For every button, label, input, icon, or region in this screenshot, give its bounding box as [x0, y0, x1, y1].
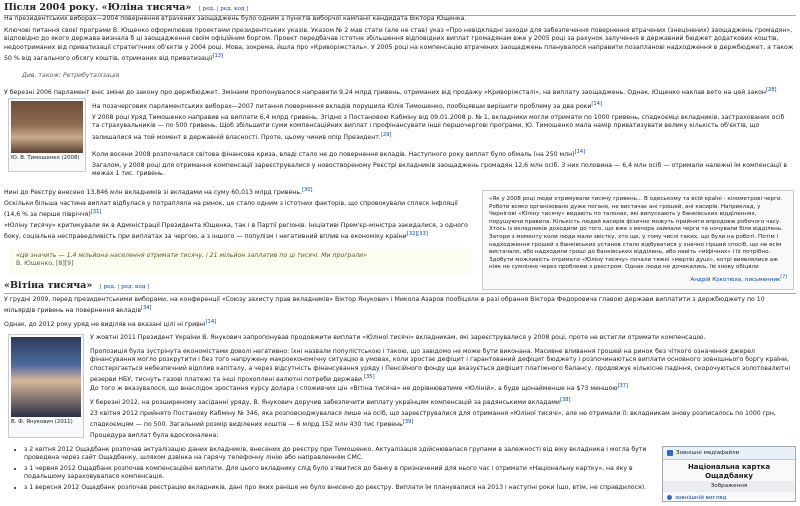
thumb-caption: Ю. В. Тимошенко (2008) — [11, 155, 80, 161]
thumb-yanukovych[interactable] — [8, 334, 84, 438]
reference-link[interactable]: [7] — [780, 275, 787, 280]
paragraph-6: Коли восени 2008 розпочалася світова фінансова криза, владі стало не до повернення вкладів. Наступного року виплат було обмаль (на 250 млн)[14] — [92, 149, 586, 159]
reference-link[interactable]: [32][33] — [406, 231, 428, 238]
list-item: • з 1 червня 2012 Ощадбанк розпочав компенсаційні виплати. Для цього вкладнику слід було з'явитися до банку в призначений для нього час і отримати «Національну картку», на яку в подальшому зараховувалася компенсація. — [24, 465, 664, 482]
pull-quote-text: «Це значить — 1,4 мільйона населення отримати тисячу, і 21 мільйон заплатив по ці тисячі. Ми програли» — [16, 252, 368, 259]
reference-link[interactable]: [30] — [301, 187, 313, 193]
paragraph-5: У 2008 році Уряд Тимошенко направив на виплати 6,4 млрд гривень. Згідно з Постановою Кабміну від 09.01.2008 р. № 1, вкладники могли отримати по 1000 гривень, спадкоємці вкладників, застрахованих осіб та страхувальників — по 500 гривень. Щоб збільшити суми компенсаційних виплат і профінансувати інші першочергові програми, Ю. Тимошенко мала намір приватизувати велику кількість об'єктів, що залишалися на той момент в державній власності. Проте, цьому чинив опір Президент.[29] — [92, 114, 785, 141]
reference-link[interactable]: [29] — [380, 131, 392, 138]
list-item: • з 2 квітня 2012 Ощадбанк розпочав актуалізацію даних вкладників, внесених до реєстру при Тимошенко. Актуалізація здійснювалася групами в залежності від віку вкладника і могла бути проведена через сайт Ощадбанку, шляхом дзвінка на гарячу телефонну лінію або направленням СМС. — [24, 446, 664, 463]
reference-link[interactable]: [14] — [591, 101, 602, 107]
edit-links: [ ред. | ред. код ] — [99, 284, 150, 290]
reference-link[interactable]: [38] — [559, 397, 571, 403]
reference-link[interactable]: [28] — [765, 87, 777, 93]
paragraph-3: У березні 2006 парламент вніс зміни до закону про держбюджет. Змінами пропонувалося направити 9,24 млрд гривень, отриманих від продажу «Криворіжсталі», на виплату заощаджень. Однак, Ющенко наклав вето на цей закон[28] — [4, 87, 777, 97]
paragraph-11: У грудні 2009, перед президентськими виборами, на конференції «Союзу захисту прав вкладників» Віктор Янукович і Микола Азаров пообіцяли в разі обрання Віктора Федоровича главою держави виплатити з держбюджету по 10 мільярдів гривень на повернення вкладів[34] — [4, 296, 765, 315]
thumb-caption: В. Ф. Янукович (2011) — [11, 419, 73, 425]
section-heading-yulina — [4, 2, 796, 16]
external-media-subtitle: Зображення — [663, 481, 795, 491]
paragraph-15: До того ж вказувалося, що внаслідок зростання курсу долара і споживчих цін «Вітіна тисяча» не дорівнюватиме «Юліній», а буде щонайменше на $73 меншою[37] — [90, 383, 629, 393]
thumb-tymoshenko[interactable] — [8, 98, 86, 172]
quote-box-source: Андрій Кокотюха, письменник[7] — [690, 275, 787, 283]
paragraph-12: Однак, до 2012 року уряд не виділяв на вказані цілі ні гривні[14] — [4, 319, 217, 329]
yanukovych-photo[interactable] — [11, 337, 81, 417]
paragraph-8: Нині до Реєстру внесено 13,846 млн вкладників зі вкладами на суму 60,013 млрд гривень.[30] — [4, 187, 313, 197]
edit-source-link[interactable]: ред. код — [121, 284, 146, 290]
reference-link[interactable]: [39] — [402, 419, 414, 426]
section-heading-text: Після 2004 року. «Юліна тисяча» — [4, 2, 192, 13]
paragraph-2: Ключові питання своєї програми В. Ющенко оформлював проектами президентських указів. Указом № 2 мав стати (але не став) указ «Про невідкладні заходи для забезпечення повернення втрачених (знецінених) заощаджень громадян», відповідно до якого держава визнала б ці заощадження своїм офіційним боргом. Проект передбачав істотне збільшення відповідних виплат громадянам вже у 2005 році за рахунок залучення в державний бюджет додаткових коштів, недоотриманих від приватизації стратегічних об'єктів у 2004 році. Мова, зокрема, йшла про «Криворіжсталь». У 2005 році на компенсацію втрачених заощаджень планувалося направити позапланові надходження в держбюджет, а також 50 % від загального обсягу коштів, отриманих від приватизації[13] — [4, 27, 794, 63]
media-icon — [667, 450, 673, 456]
external-media-card — [662, 446, 796, 502]
quote-box-text: «Як у 2008 році люди отримували тисячу гривень... В одеському та всій країні - кілометрові черги. Роботи всяко організовано дуже погано, не вистачає ані грошей, ані касирів. Наприклад, у Чернігові «Юліну тисячу» видають по талонах, які випускають у банківських відділеннях, порушуючи правила. Кількість людей касирів фізично можуть прийняти впродовж робочого часу. Хтось із вкладників доходили до того, що вже з вечора займали черги та ночували біля відділень. Затори з моменту коли люди мали звістку, хто ще, у тому числі таких, що були на роботі. Потім і надходження грошей з банківських установ стало відбуватися у значно гірший спосіб, що не всім вистачало, або надходили гроші до банківських відділень, або навіть «міфічних» і їх потрібно. Здобути можливість отримати «Юліну тисячу» почали тяжкі «мертві душі», котрі виявлялися аж ніяк не сумлінно через проблеми з реєстром. Однак люди не дочекались, їм знову обіцяли — [489, 196, 783, 271]
paragraph-16: У березні 2012, на розширеному засіданні уряду, В. Янукович доручив забезпечити виплату українцям компенсацій за радянськими вкладами[38] — [90, 397, 571, 407]
section-heading-vitina — [4, 280, 796, 294]
image-icon — [667, 495, 672, 500]
paragraph-1: На президентських виборах—2004 повернення втрачених заощаджень було одним з пунктів виборчої кампанії кандидата Віктора Ющенка. — [4, 15, 467, 22]
external-media-title: Національна картка Ощадбанку — [687, 463, 771, 480]
reference-link[interactable]: [35] — [364, 374, 375, 381]
section-heading-text: «Вітіна тисяча» — [4, 280, 93, 291]
paragraph-17: 23 квітня 2012 прийнято Постанову Кабміну № 346, яка розповсюджувалася лише на осіб, що зареєструвалися для отримання «Юліної тисячі», але не отримали її: вкладникам знову розписалось по 1000 грн, спадкоємцям — по 500. Загальний розмір виділених коштів — 6 млрд 152 млн 430 тис гривень[39] — [90, 410, 776, 429]
procedure-list — [14, 446, 664, 494]
edit-link[interactable]: ред. — [202, 6, 215, 12]
paragraph-7: Загалом, у 2008 році для отримання компенсації зареєструвалися у новоствореному Реєстрі вкладників заощаджень громадян 12,6 млн осіб. З них половина — 6,4 млн осіб — отримали належні їм компенсації в межах 1 тис. гривень. — [92, 162, 788, 178]
tymoshenko-photo[interactable] — [11, 101, 83, 153]
reference-link[interactable]: [34] — [140, 305, 152, 312]
see-also-note: Див. також: Ретрибуталізація — [22, 72, 120, 79]
quote-box — [482, 190, 794, 290]
paragraph-9: Оскільки більша частина виплат відбулася у потрапляла на ринок, це стало одним з істотних факторів, що спровокували сплеск інфляції (14,6 % за перше півріччя)[31] — [4, 200, 458, 219]
paragraph-13: У жовтні 2011 Президент України В. Янукович запропонував продовжити виплати «Юліної тисячі» вкладникам, які зареєструвалися у 2008 році, проте не встигли отримати компенсацію. — [90, 334, 706, 341]
paragraph-10: «Юліну тисячу» критикували як в Адміністрації Президента Ющенка, так і в Партії регіонів. Ініціативі Прем'єр-міністра закидалися, з одного боку, соціальна несправедливість при виплатах за чергою, а з іншого — популізм і негативний вплив на економіку країни[32][33] — [4, 222, 468, 241]
external-media-header: Зовнішні медіафайли — [663, 447, 795, 460]
reference-link[interactable]: [31] — [90, 209, 102, 216]
list-item: • з 1 вересня 2012 Ощадбанк розпочав реєстрацію вкладників, дані про яких раніше не було внесено до реєстру. Виплати їм планувалися на 2013 і наступні роки (що, втім, не справдилося). — [24, 484, 664, 492]
reference-link[interactable]: [13] — [212, 53, 224, 60]
edit-link[interactable]: ред. — [103, 284, 116, 290]
paragraph-18: Процедура виплат була вдосконалена: — [90, 432, 219, 439]
pull-quote — [10, 248, 472, 274]
reference-link[interactable]: [37] — [617, 383, 629, 389]
reference-link[interactable]: [14] — [205, 319, 217, 325]
paragraph-4: На позачергових парламентських виборах—2007 питання повернення вкладів порушила Юлія Тимошенко, пообіцявши вирішити проблему за два роки[14] — [92, 101, 602, 111]
external-media-row[interactable]: зовнішній вигляд — [663, 492, 795, 504]
reference-link[interactable]: [14] — [574, 149, 586, 155]
pull-quote-source: В. Ющенко, [8][9] — [16, 260, 74, 268]
edit-links: [ ред. | ред. код ] — [198, 6, 249, 12]
edit-source-link[interactable]: ред. код — [220, 6, 245, 12]
paragraph-14: Пропозиція була зустрінута економістами доволі негативно: їхні назвали популістською і такою, що завідомо не може бути виконана. Масивне вливання грошей на ринок без чіткого означення джерел фінансування могло розкрутити і без того напружену макроекономічну ситуацію в умовах, коли зростає дефіцит і гарантований дефіцит бюджету і розпочинаються виплати основного зовнішнього боргу країни, спостерігається небезпечний відплив капіталу, а через відсутність фінансування уряду і Пенсійного фонду ще вказується дефіцит платіжного балансу, продовжує кількісне падіння, скорочуються золотовалютні резерви НБУ, тиснуть газові платежі та інші прохоплені валютні потреби держави.[35] — [90, 348, 791, 384]
